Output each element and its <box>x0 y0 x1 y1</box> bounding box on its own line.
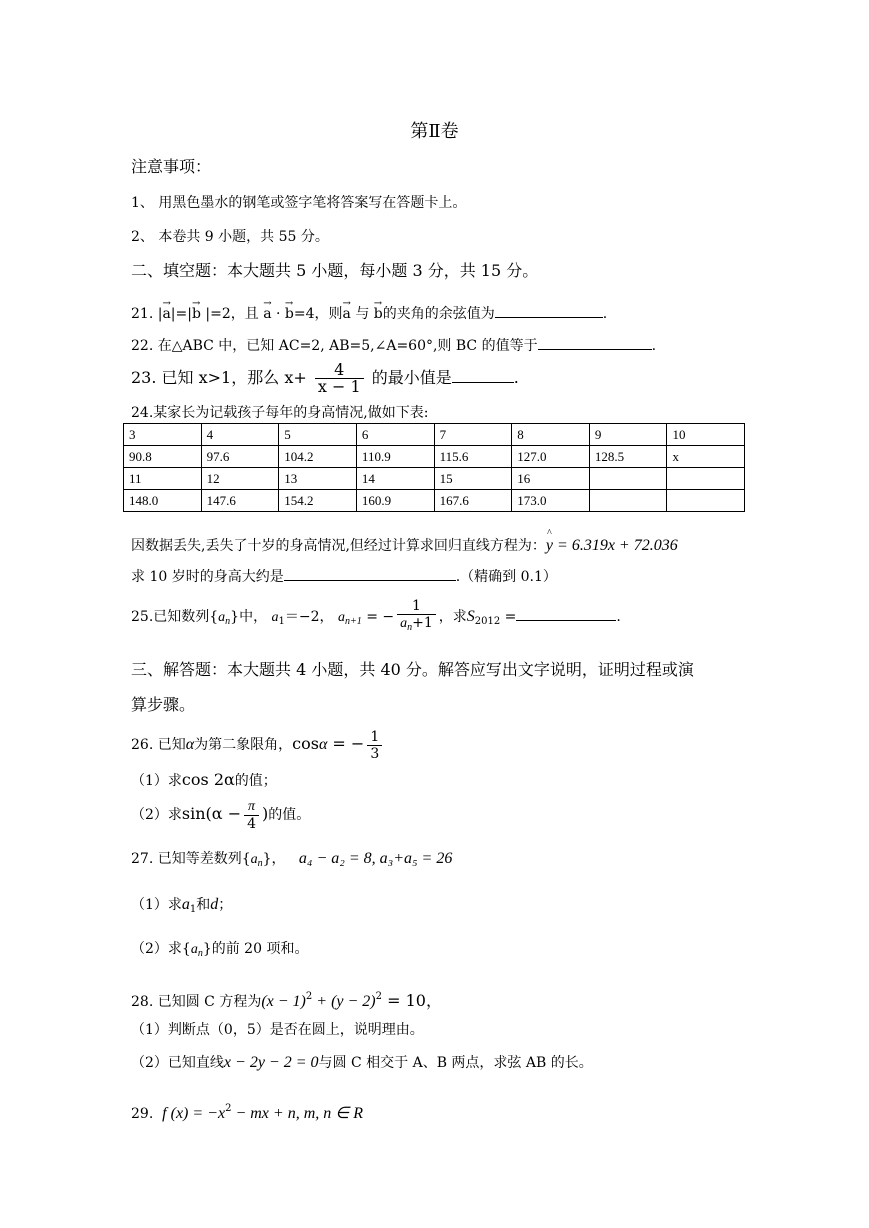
q25-text-post: ，求 <box>438 609 467 625</box>
vector-b: → b <box>192 305 201 323</box>
answer-blank <box>538 336 652 350</box>
superscript: 2 <box>375 991 382 1002</box>
vector-b: → b <box>374 305 383 323</box>
table-row <box>124 490 745 512</box>
seq-a: a <box>400 616 408 631</box>
table-cell: 4 <box>201 424 279 446</box>
q21-text-1: |=2，且 <box>205 306 259 322</box>
question-25 <box>131 598 621 641</box>
q24-line2-end: .（精确到 0.1） <box>455 569 557 585</box>
q26-eq: = − <box>327 734 365 753</box>
q22-text: 22. 在△ABC 中，已知 AC=2, AB=5,∠A=60°,则 BC 的值等于 <box>131 338 538 354</box>
q25-text-mid: }中， <box>230 609 268 625</box>
question-24-intro: 24.某家长为记载孩子每年的身高情况,做如下表: <box>131 405 429 421</box>
superscript: 2 <box>305 991 313 1002</box>
table-cell: 90.8 <box>124 446 202 468</box>
question-26-part-1 <box>131 771 277 790</box>
height-table <box>123 423 745 512</box>
q26-s2-post: 的值。 <box>268 807 311 823</box>
table-cell <box>589 490 667 512</box>
question-27 <box>131 850 452 873</box>
q26-text-mid: 为第二象限角， <box>194 737 293 753</box>
question-29 <box>131 1100 363 1123</box>
table-cell: 8 <box>512 424 590 446</box>
regression-y-hat: ^ y <box>546 537 553 555</box>
table-cell: 3 <box>124 424 202 446</box>
page-title: 第Ⅱ卷 <box>410 121 459 142</box>
table-cell <box>667 490 745 512</box>
subscript: n+1 <box>345 616 362 627</box>
seq-a: a <box>218 610 226 625</box>
q26-text-pre: 26. 已知 <box>131 737 186 753</box>
q28-expr-c: = 10， <box>382 991 442 1010</box>
q27-s2-pre: （2）求{ <box>131 941 191 957</box>
answer-blank <box>516 607 616 621</box>
q27-s1-pre: （1）求 <box>131 897 182 913</box>
vector-b: → b <box>285 305 294 323</box>
q21-text-4: 的夹角的余弦值为 <box>382 306 495 322</box>
regression-equation: = 6.319x + 72.036 <box>553 537 678 554</box>
q25-eq3: = <box>500 609 517 625</box>
question-28 <box>131 988 442 1011</box>
section-2-heading: 二、填空题：本大题共 5 小题，每小题 3 分，共 15 分。 <box>131 261 539 280</box>
table-cell: 154.2 <box>279 490 357 512</box>
table-cell: 5 <box>279 424 357 446</box>
table-cell: 11 <box>124 468 202 490</box>
question-26 <box>131 722 385 767</box>
notice-item-1: 1、 用黑色墨水的钢笔或签字笔将答案写在答题卡上。 <box>131 195 467 211</box>
q25-eq1: ＝−2， <box>284 609 334 625</box>
table-row <box>124 468 745 490</box>
question-24-text-2 <box>131 567 557 586</box>
section-3-heading-2: 算步骤。 <box>131 695 196 714</box>
table-cell: 167.6 <box>434 490 512 512</box>
fraction-denominator <box>397 615 436 636</box>
section-3-heading-1: 三、解答题：本大题共 4 小题，共 40 分。解答应写出文字说明，证明过程或演 <box>131 660 694 679</box>
answer-blank <box>452 369 514 383</box>
q28-s2-post: 与圆 C 相交于 A、B 两点，求弦 AB 的长。 <box>318 1055 593 1071</box>
seq-a: a <box>190 942 198 957</box>
q29-expr-a: f (x) = −x <box>162 1105 226 1122</box>
table-cell: 15 <box>434 468 512 490</box>
q21-text-3: 与 <box>355 306 370 322</box>
question-26-part-2 <box>131 792 310 837</box>
table-cell: x <box>667 446 745 468</box>
q27-s2-post: }的前 20 项和。 <box>202 941 309 957</box>
subscript: n <box>407 622 413 633</box>
subscript: n <box>257 858 263 869</box>
table-row <box>124 424 745 446</box>
fraction-numerator: 4 <box>315 362 364 379</box>
subscript: 1 <box>189 904 197 915</box>
q25-text-pre: 25.已知数列{ <box>131 609 219 625</box>
q23-end: . <box>513 368 519 387</box>
q24-line2: 求 10 岁时的身高大约是 <box>131 569 284 585</box>
vector-a: → a <box>162 305 170 323</box>
q26-s1-pre: （1）求 <box>131 773 182 789</box>
q22-end: . <box>651 338 657 354</box>
q25-fden: +1 <box>412 615 433 631</box>
sum-S: S <box>466 608 475 625</box>
table-cell: 127.0 <box>512 446 590 468</box>
q25-end: . <box>616 609 621 625</box>
fraction <box>397 598 436 636</box>
fraction-denominator: 3 <box>370 745 380 762</box>
fraction-numerator: 1 <box>397 598 436 615</box>
q26-s1-post: 的值； <box>234 773 277 789</box>
q27-text-mid: }， <box>262 851 286 867</box>
table-cell: 7 <box>434 424 512 446</box>
table-cell: 110.9 <box>356 446 434 468</box>
vector-a: → a <box>343 305 351 323</box>
q24-line1: 因数据丢失,丢失了十岁的身高情况,但经过计算求回归直线方程为： <box>131 538 546 554</box>
q28-expr-a: (x − 1) <box>261 993 306 1010</box>
table-cell: 13 <box>279 468 357 490</box>
q27-s1-and: 和 <box>196 897 211 913</box>
q21-end: . <box>602 306 608 322</box>
notice-item-2: 2、 本卷共 9 小题，共 55 分。 <box>131 229 329 245</box>
q29-number: 29. <box>131 1106 154 1122</box>
q27-s1-end: ； <box>218 897 233 913</box>
subscript: n <box>197 948 203 959</box>
table-cell: 115.6 <box>434 446 512 468</box>
q27-d: d <box>210 896 219 913</box>
seq-a: a <box>250 852 258 867</box>
table-cell: 10 <box>667 424 745 446</box>
answer-blank <box>495 304 603 318</box>
q27-text-pre: 27. 已知等差数列{ <box>131 851 251 867</box>
seq-a: a <box>271 610 279 625</box>
q26-s1-expr: cos 2α <box>181 770 235 789</box>
table-cell: 147.6 <box>201 490 279 512</box>
question-27-part-2 <box>131 940 308 963</box>
table-cell <box>589 468 667 490</box>
table-cell: 160.9 <box>356 490 434 512</box>
question-22 <box>131 336 656 355</box>
q28-expr-b: + (y − 2) <box>312 993 376 1010</box>
fraction <box>315 362 364 395</box>
table-cell: 148.0 <box>124 490 202 512</box>
q21-number: 21. <box>131 306 154 322</box>
table-row <box>124 446 745 468</box>
question-24-text-1 <box>131 537 678 555</box>
fraction-numerator: π <box>244 799 259 816</box>
table-cell <box>667 468 745 490</box>
seq-a: a <box>181 896 190 913</box>
q26-s2-expr-b: ) <box>262 804 269 823</box>
answer-blank <box>284 567 456 581</box>
q23-text-post: 的最小值是 <box>371 368 452 387</box>
table-cell: 12 <box>201 468 279 490</box>
alpha: α <box>185 736 195 753</box>
table-cell: 16 <box>512 468 590 490</box>
subscript: 1 <box>278 616 285 627</box>
table-cell: 14 <box>356 468 434 490</box>
vector-a: → a <box>263 305 271 323</box>
table-cell: 9 <box>589 424 667 446</box>
q28-text-pre: 28. 已知圆 C 方程为 <box>131 994 262 1010</box>
table-cell: 97.6 <box>201 446 279 468</box>
seq-a: a <box>338 610 346 625</box>
cos: cos <box>292 734 319 753</box>
q29-expr-b: − mx + n, m, n ∈ R <box>231 1105 363 1122</box>
seq-n: n <box>225 616 231 627</box>
fraction-numerator: 1 <box>367 729 382 746</box>
question-23 <box>131 362 519 395</box>
subscript: 2012 <box>474 616 501 627</box>
table-cell: 6 <box>356 424 434 446</box>
q25-eq2: = − <box>366 609 395 625</box>
notice-heading: 注意事项： <box>131 157 212 176</box>
q26-s2-pre: （2）求 <box>131 807 182 823</box>
question-27-part-1 <box>131 896 232 919</box>
alpha: α <box>318 736 328 753</box>
fraction <box>367 729 382 762</box>
q28-s2-pre: （2）已知直线 <box>131 1055 224 1071</box>
superscript: 2 <box>225 1103 232 1114</box>
question-28-part-2 <box>131 1054 593 1072</box>
q27-expression: a₄ − a₂ = 8, a₃+a₅ = 26 <box>298 850 453 867</box>
fraction-denominator: x − 1 <box>317 377 361 396</box>
fraction <box>244 799 259 832</box>
question-21: 21. |→ a|=|→ b |=2，且 → a · → b=4，则→ a 与 → b的夹角的余弦值为 . <box>131 304 607 323</box>
q21-text-2: =4，则 <box>293 306 343 322</box>
q23-text-pre: 23. 已知 x>1，那么 x+ <box>131 368 307 387</box>
table-cell: 104.2 <box>279 446 357 468</box>
fraction-denominator: 4 <box>247 815 257 832</box>
question-28-part-1: （1）判断点（0，5）是否在圆上，说明理由。 <box>131 1022 424 1038</box>
q26-s2-expr-a: sin(α − <box>181 804 242 823</box>
table-cell: 128.5 <box>589 446 667 468</box>
table-cell: 173.0 <box>512 490 590 512</box>
q28-s2-expr: x − 2y − 2 = 0 <box>223 1054 319 1071</box>
